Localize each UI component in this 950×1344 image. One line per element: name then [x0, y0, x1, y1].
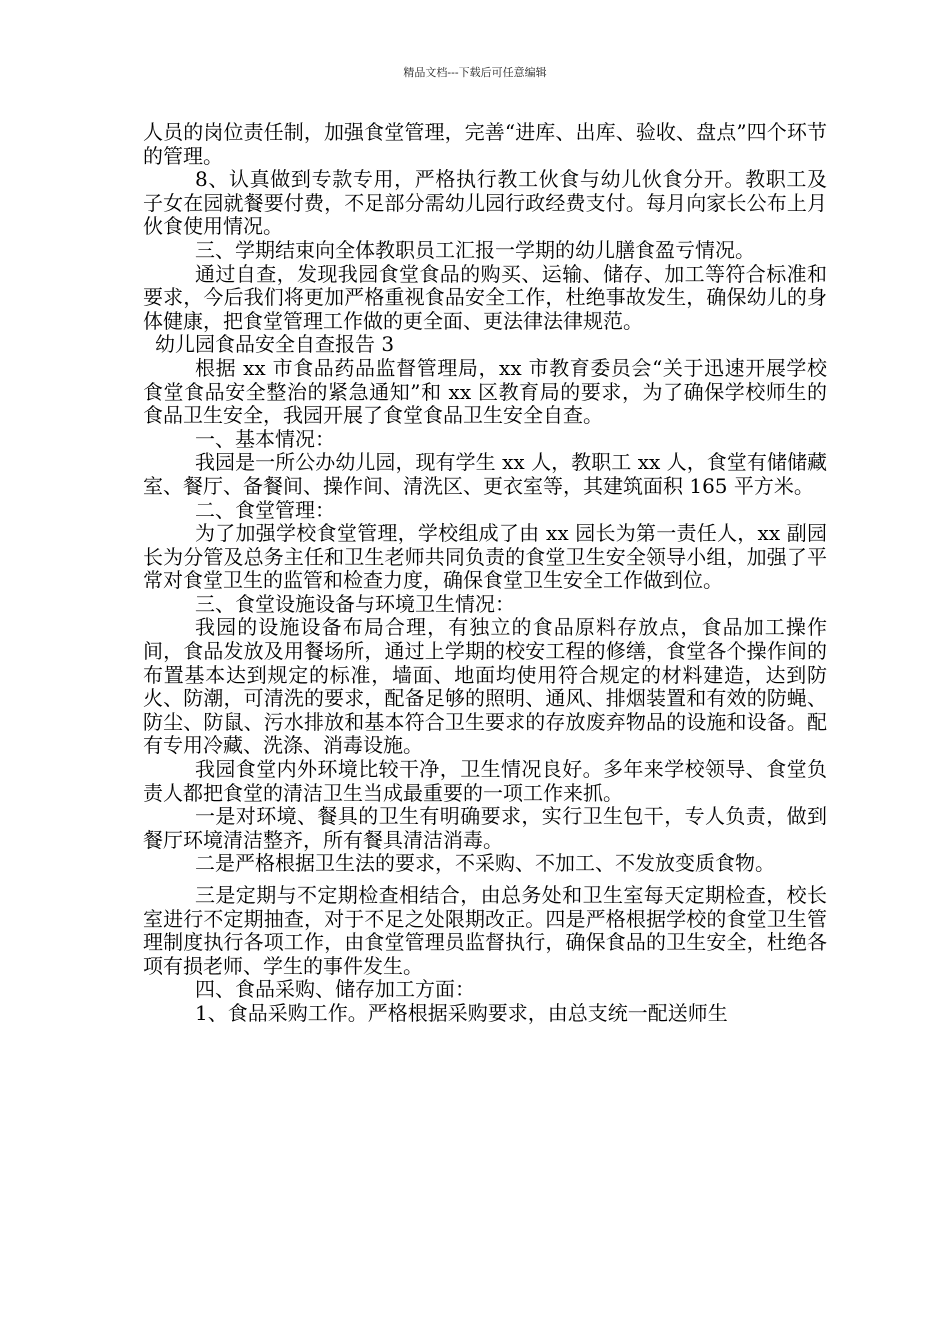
section-heading: 四、食品采购、储存加工方面：: [195, 977, 475, 1002]
page-header: 精品文档---下载后可任意编辑: [403, 66, 547, 79]
paragraph: 为了加强学校食堂管理，学校组成了由 xx 园长为第一责任人，xx 副园长为分管及总务主任和卫生老师共同负责的食堂卫生安全领导小组，加强了平常对食堂卫生的监管和检查力度，确保食堂卫生安全工作做到位。: [143, 521, 827, 593]
paragraph: 三、学期结束向全体教职员工汇报一学期的幼儿膳食盈亏情况。: [195, 237, 755, 262]
paragraph: 我园的设施设备布局合理，有独立的食品原料存放点，食品加工操作间，食品发放及用餐场所，通过上学期的校安工程的修缮，食堂各个操作间的布置基本达到规定的标准，墙面、地面均使用符合规定的材料建造，达到防火、防潮，可清洗的要求，配备足够的照明、通风、排烟装置和有效的防蝇、防尘、防鼠、污水排放和基本符合卫生要求的存放废弃物品的设施和设备。配有专用冷藏、洗涤、消毒设施。: [143, 615, 827, 758]
paragraph: 1、食品采购工作。严格根据采购要求，由总支统一配送师生: [195, 1000, 728, 1025]
paragraph: 我园食堂内外环境比较干净，卫生情况良好。多年来学校领导、食堂负责人都把食堂的清洁卫生当成最重要的一项工作来抓。: [143, 757, 827, 805]
paragraph: 一是对环境、餐具的卫生有明确要求，实行卫生包干，专人负责，做到餐厅环境清洁整齐，所有餐具清洁消毒。: [143, 804, 827, 852]
paragraph: 二是严格根据卫生法的要求，不采购、不加工、不发放变质食物。: [195, 851, 775, 876]
section-heading: 一、基本情况：: [195, 426, 335, 451]
paragraph: 我园是一所公办幼儿园，现有学生 xx 人，教职工 xx 人，食堂有储储藏室、餐厅、备餐间、操作间、清洗区、更衣室等，其建筑面积 165 平方米。: [143, 450, 827, 498]
paragraph: 三是定期与不定期检查相结合，由总务处和卫生室每天定期检查，校长室进行不定期抽查，对于不足之处限期改正。四是严格根据学校的食堂卫生管理制度执行各项工作，由食堂管理员监督执行，确保食品的卫生安全，杜绝各项有损老师、学生的事件发生。: [143, 883, 827, 978]
paragraph: 根据 xx 市食品药品监督管理局，xx 市教育委员会“关于迅速开展学校食堂食品安全整治的紧急通知”和 xx 区教育局的要求，为了确保学校师生的食品卫生安全，我园开展了食堂食品卫生安全自查。: [143, 355, 827, 428]
section-heading: 三、食堂设施设备与环境卫生情况：: [195, 591, 515, 616]
paragraph: 通过自查，发现我园食堂食品的购买、运输、储存、加工等符合标准和要求，今后我们将更加严格重视食品安全工作，杜绝事故发生，确保幼儿的身体健康，把食堂管理工作做的更全面、更法律法律规范。: [143, 261, 827, 333]
document-body: [143, 121, 827, 1026]
section-heading: 二、食堂管理：: [195, 497, 335, 522]
section-title: 幼儿园食品安全自查报告 3: [155, 332, 395, 357]
paragraph: 人员的岗位责任制，加强食堂管理，完善“进库、出库、验收、盘点”四个环节的管理。: [143, 120, 827, 168]
paragraph: 8、认真做到专款专用，严格执行教工伙食与幼儿伙食分开。教职工及子女在园就餐要付费，不足部分需幼儿园行政经费支付。每月向家长公布上月伙食使用情况。: [143, 167, 827, 239]
